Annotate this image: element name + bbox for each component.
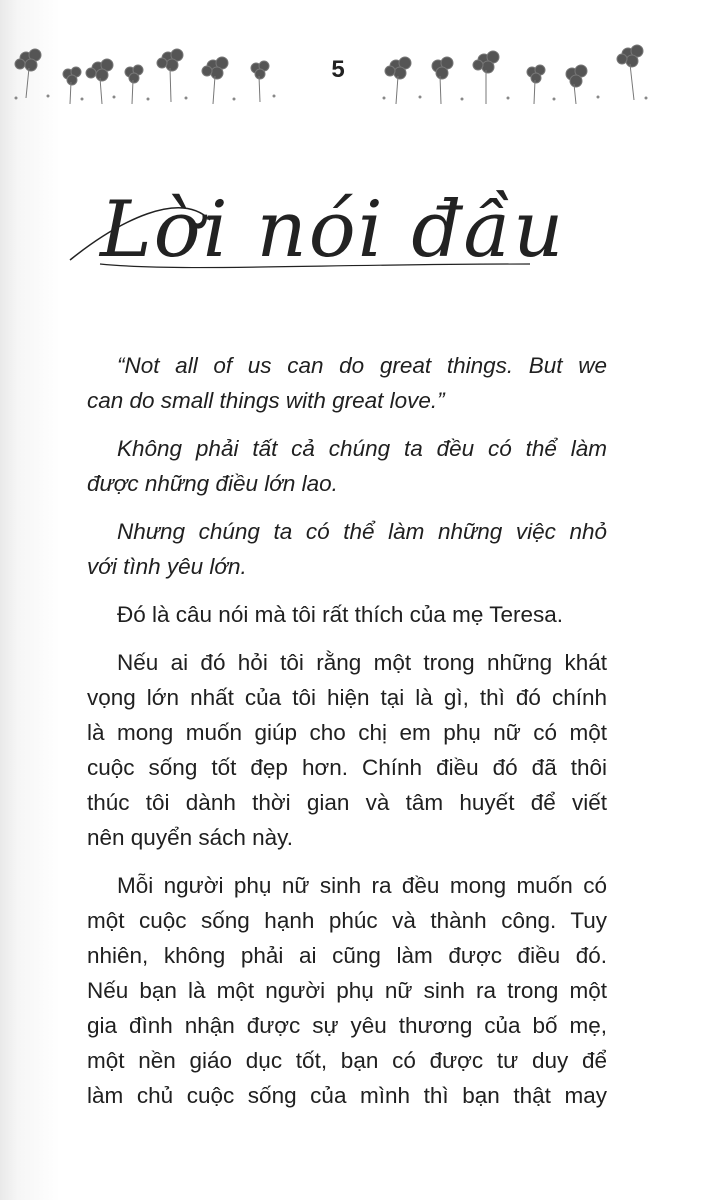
chapter-title-text: Lời nói đầu	[100, 185, 566, 275]
body-paragraph	[87, 597, 607, 632]
text-line: Nếu bạn là một người phụ nữ sinh ra trong một	[87, 978, 607, 1003]
text-line: Nếu ai đó hỏi tôi rằng một trong những khát	[117, 650, 607, 675]
text-line: gia đình nhận được sự yêu thương của bố mẹ,	[87, 1013, 607, 1038]
text-line: được những điều lớn lao.	[87, 471, 338, 496]
text-line: thúc tôi dành thời gian và tâm huyết để viết	[87, 790, 607, 815]
text-line: cuộc sống tốt đẹp hơn. Chính điều đó đã thôi	[87, 755, 607, 780]
text-line: Không phải tất cả chúng ta đều có thể làm	[117, 436, 607, 461]
text-line: một nền giáo dục tốt, bạn có được tư duy để	[87, 1048, 607, 1073]
text-line: là mong muốn giúp cho chị em phụ nữ có một	[87, 720, 607, 745]
body-paragraph	[87, 868, 607, 1113]
page-number: 5	[331, 56, 345, 83]
text-line: Mỗi người phụ nữ sinh ra đều mong muốn có	[117, 873, 607, 898]
flower-border-right-decoration	[376, 36, 656, 108]
text-line: Đó là câu nói mà tôi rất thích của mẹ Teresa.	[117, 602, 564, 627]
text-line: một cuộc sống hạnh phúc và thành công. Tuy	[87, 908, 607, 933]
text-line: Nhưng chúng ta có thể làm những việc nhỏ	[117, 519, 607, 544]
text-line: làm chủ cuộc sống của mình thì bạn thật may	[87, 1083, 607, 1108]
flower-border-left-decoration	[8, 36, 290, 108]
text-line: nhiên, không phải ai cũng làm được điều đó.	[87, 943, 607, 968]
quote-translation-paragraph	[87, 514, 607, 584]
text-line: nên quyển sách này.	[87, 825, 293, 850]
chapter-title	[60, 160, 580, 290]
text-line: “Not all of us can do great things. But we	[117, 353, 607, 378]
text-line: với tình yêu lớn.	[87, 554, 247, 579]
quote-paragraph	[87, 348, 607, 418]
quote-translation-paragraph	[87, 431, 607, 501]
text-line: vọng lớn nhất của tôi hiện tại là gì, thì đó chính	[87, 685, 607, 710]
body-paragraph	[87, 645, 607, 855]
body-text	[87, 348, 607, 1126]
text-line: can do small things with great love.”	[87, 388, 445, 413]
